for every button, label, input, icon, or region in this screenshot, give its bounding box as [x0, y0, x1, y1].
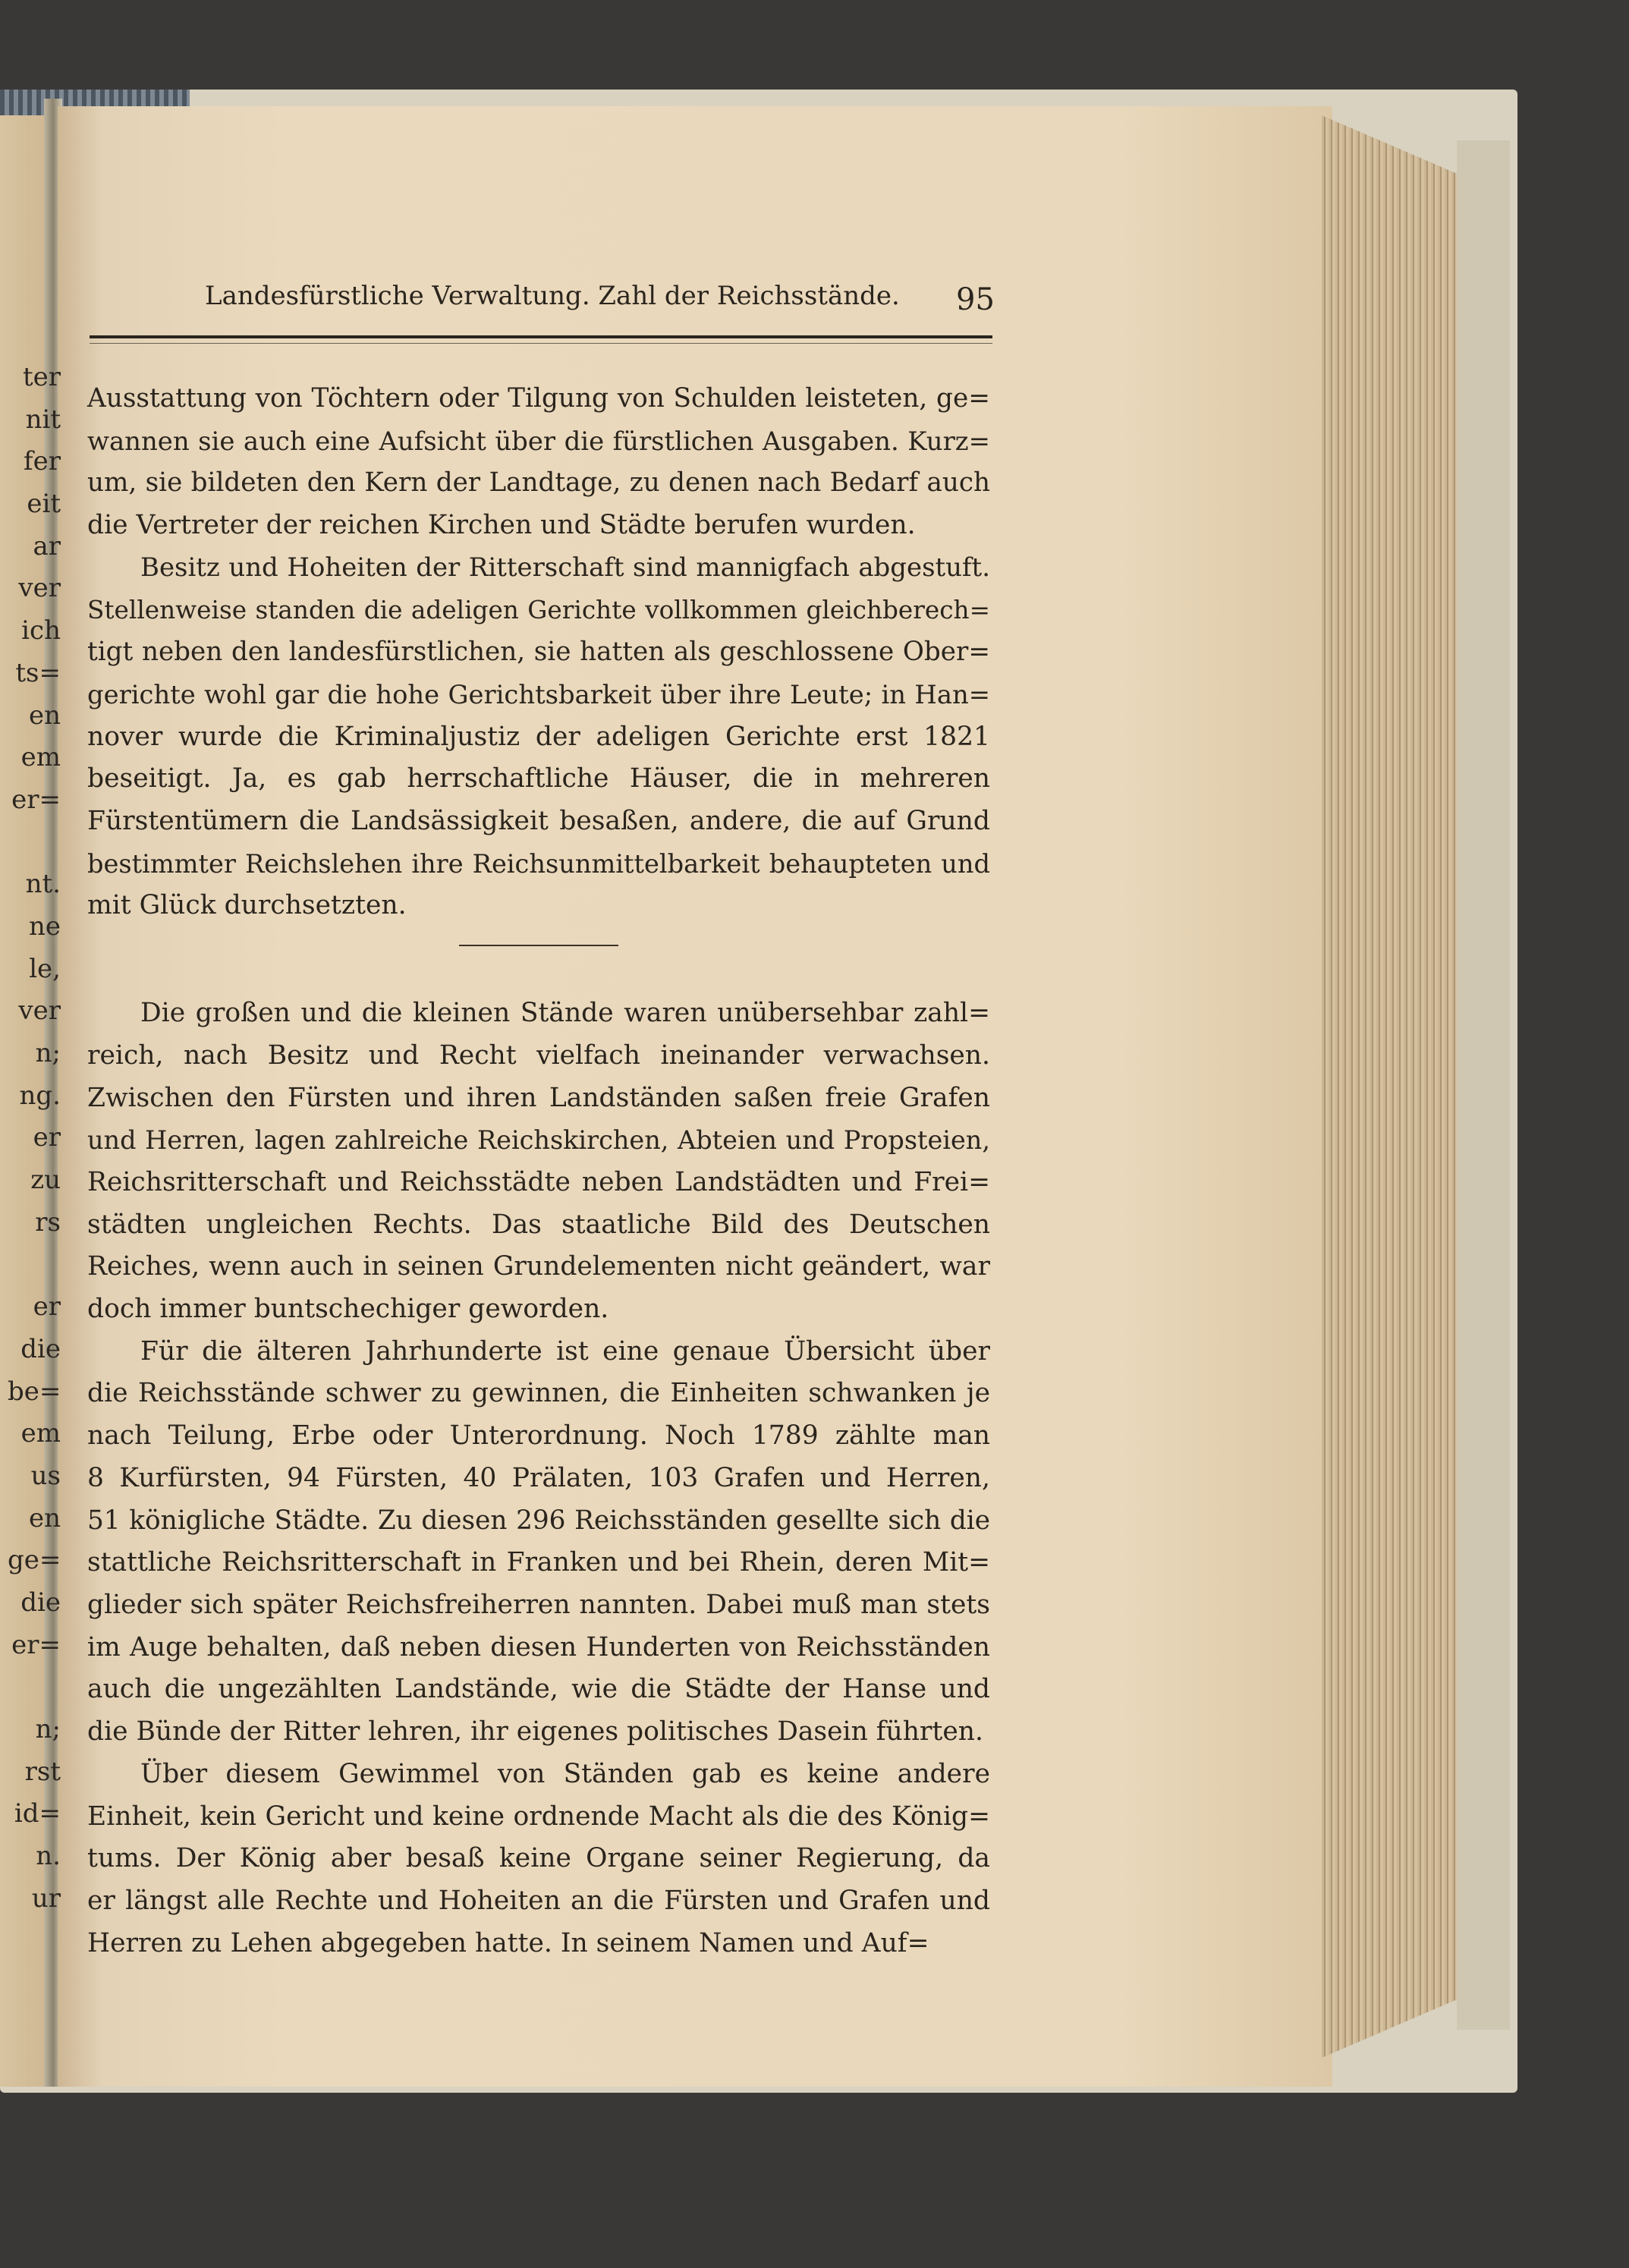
header-rule-thin — [90, 343, 992, 344]
left-page-fragment: ver — [18, 573, 61, 604]
text-line: Herren zu Lehen abgegeben hatte. In seinem Namen und Auf= — [87, 1927, 929, 1958]
text-line: Reichsritterschaft und Reichsstädte neben Landstädten und Frei= — [87, 1166, 990, 1197]
left-page-fragment: nit — [25, 404, 61, 435]
paragraph — [87, 1331, 990, 1754]
left-page-fragment: en — [28, 1502, 61, 1533]
left-page-fragment: eit — [27, 489, 61, 520]
text-line: Über diesem Gewimmel von Ständen gab es keine andere — [140, 1758, 990, 1789]
left-page-fragment: er — [33, 1122, 61, 1153]
text-line: Ausstattung von Töchtern oder Tilgung von Schulden leisteten, ge= — [87, 383, 990, 414]
left-page-fragment: rs — [35, 1206, 61, 1238]
paragraph — [87, 1754, 990, 1965]
text-line: stattliche Reichsritterschaft in Franken und bei Rhein, deren Mit= — [87, 1547, 990, 1578]
paragraph — [87, 547, 990, 927]
left-page-fragment: ver — [18, 996, 61, 1027]
left-page-fragment: n; — [35, 1714, 61, 1744]
back-board-edge — [1457, 140, 1510, 2030]
left-page-fragment — [8, 1666, 61, 1709]
text-line: beseitigt. Ja, es gab herrschaftliche Häuser, die in mehreren — [87, 763, 990, 794]
text-line: die Reichsstände schwer zu gewinnen, die Einheiten schwanken je — [87, 1378, 990, 1409]
left-page-fragment: ich — [21, 615, 61, 646]
text-line: Besitz und Hoheiten der Ritterschaft sind mannigfach abgestuft. — [140, 552, 990, 583]
body-text — [87, 378, 990, 1964]
text-line: die Bünde der Ritter lehren, ihr eigenes politisches Dasein führten. — [87, 1716, 983, 1747]
left-page-fragment: em — [20, 742, 61, 773]
text-line: 51 königliche Städte. Zu diesen 296 Reichsständen gesellte sich die — [87, 1505, 990, 1536]
text-line: reich, nach Besitz und Recht vielfach ineinander verwachsen. — [87, 1040, 990, 1071]
text-line: die Vertreter der reichen Kirchen und Städte berufen wurden. — [87, 510, 916, 541]
left-page-fragment: ur — [31, 1883, 61, 1914]
left-page-fragment: rst — [24, 1756, 61, 1787]
text-line: und Herren, lagen zahlreiche Reichskirchen, Abteien und Propsteien, — [87, 1125, 990, 1156]
text-line: Die großen und die kleinen Stände waren unübersehbar zahl= — [140, 998, 990, 1029]
left-page-fragment — [8, 822, 61, 864]
header-rule — [90, 335, 992, 338]
left-page-fragment: er= — [11, 784, 61, 815]
paragraph — [87, 992, 990, 1331]
left-page-fragment — [8, 1244, 61, 1286]
text-line: doch immer buntschechiger geworden. — [87, 1294, 609, 1325]
text-line: Stellenweise standen die adeligen Gerichte vollkommen gleichberech= — [87, 595, 990, 624]
left-page-fragment: ter — [22, 362, 61, 392]
left-page-fragment: zu — [30, 1165, 61, 1196]
section-separator — [459, 945, 618, 946]
text-line: Zwischen den Fürsten und ihren Landständen saßen freie Grafen — [87, 1082, 990, 1113]
text-line: tums. Der König aber besaß keine Organe seiner Regierung, da — [87, 1843, 990, 1874]
text-line: er längst alle Rechte und Hoheiten an die Fürsten und Grafen und — [87, 1885, 990, 1916]
left-page-fragment: en — [28, 700, 61, 731]
text-line: Einheit, kein Gericht und keine ordnende Macht als die des König= — [87, 1801, 990, 1832]
left-page-fragment: ng. — [19, 1080, 61, 1111]
left-page-text-fragments — [8, 357, 61, 1920]
text-line: auch die ungezählten Landstände, wie die Städte der Hanse und — [87, 1674, 990, 1705]
text-line: Für die älteren Jahrhunderte ist eine genaue Übersicht über — [140, 1335, 990, 1367]
text-line: gerichte wohl gar die hohe Gerichtsbarkeit über ihre Leute; in Han= — [87, 679, 990, 709]
page-number: 95 — [956, 282, 995, 317]
left-page-fragment: er — [33, 1291, 61, 1323]
page-block-fore-edge — [1322, 115, 1457, 2058]
left-page-fragment: nt. — [25, 869, 61, 900]
text-line: Fürstentümern die Landsässigkeit besaßen, andere, die auf Grund — [87, 806, 990, 837]
text-line: nach Teilung, Erbe oder Unterordnung. Noch 1789 zählte man — [87, 1420, 990, 1452]
left-page-fragment: id= — [14, 1798, 61, 1829]
text-line: Reiches, wenn auch in seinen Grundelementen nicht geändert, war — [87, 1251, 990, 1282]
left-page-fragment: ar — [33, 530, 61, 561]
running-head: Landesfürstliche Verwaltung. Zahl der Reichsstände. — [205, 281, 900, 311]
left-page-fragment: fer — [24, 446, 61, 477]
left-page-fragment: ne — [28, 911, 61, 942]
left-page-fragment: die — [20, 1587, 61, 1618]
left-page-fragment: us — [30, 1460, 61, 1491]
text-line: glieder sich später Reichsfreiherren nannten. Dabei muß man stets — [87, 1589, 990, 1620]
text-line: nover wurde die Kriminaljustiz der adeligen Gerichte erst 1821 — [87, 721, 990, 752]
left-page-fragment: be= — [8, 1376, 61, 1407]
text-line: um, sie bildeten den Kern der Landtage, zu denen nach Bedarf auch — [87, 467, 990, 499]
left-page-fragment: n. — [36, 1841, 61, 1872]
left-page-fragment: er= — [11, 1629, 61, 1660]
text-line: wannen sie auch eine Aufsicht über die fürstlichen Ausgaben. Kurz= — [87, 426, 990, 456]
text-line: im Auge behalten, daß neben diesen Hunderten von Reichsständen — [87, 1631, 990, 1662]
text-line: 8 Kurfürsten, 94 Fürsten, 40 Prälaten, 103 Grafen und Herren, — [87, 1462, 990, 1493]
left-page-fragment: ge= — [8, 1545, 61, 1576]
text-line: mit Glück durchsetzten. — [87, 890, 407, 921]
left-page-fragment: ts= — [15, 657, 61, 688]
left-page-fragment: n; — [35, 1038, 61, 1068]
text-line: städten ungleichen Rechts. Das staatliche Bild des Deutschen — [87, 1209, 990, 1240]
left-page-fragment: die — [20, 1333, 61, 1364]
left-page-fragment: le, — [29, 953, 61, 984]
left-page-fragment: em — [20, 1418, 61, 1449]
text-line: tigt neben den landesfürstlichen, sie hatten als geschlossene Ober= — [87, 637, 990, 668]
text-line: bestimmter Reichslehen ihre Reichsunmittelbarkeit behaupteten und — [87, 848, 990, 879]
paragraph — [87, 378, 990, 547]
